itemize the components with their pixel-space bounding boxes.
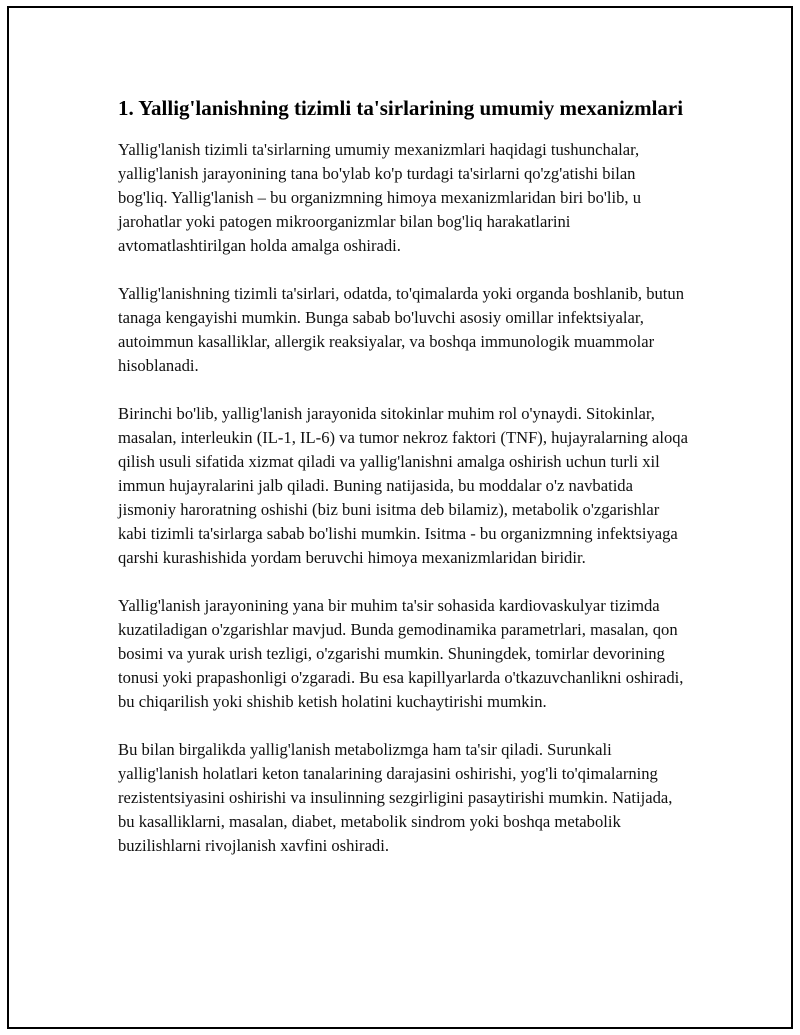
document-body <box>118 94 688 882</box>
paragraph-2: Yallig'lanishning tizimli ta'sirlari, odatda, to'qimalarda yoki organda boshlanib, butun tanaga kengayishi mumkin. Bunga sabab bo'luvchi asosiy omillar infektsiyalar, autoimmun kasalliklar, allergik reaksiyalar, va boshqa immunologik muammolar hisoblanadi. <box>118 284 685 375</box>
section-title: 1. Yallig'lanishning tizimli ta'sirlarining umumiy mexanizmlari <box>118 96 684 120</box>
paragraph-5: Bu bilan birgalikda yallig'lanish metabolizmga ham ta'sir qiladi. Surunkali yallig'lanish holatlari keton tanalarining darajasini oshirishi, yog'li to'qimalarning rezistentsiyasini oshirishi va insulinning sezgirligini pasaytirishi mumkin. Natijada, bu kasalliklarni, masalan, diabet, metabolik sindrom yoki boshqa metabolik buzilishlarni rivojlanish xavfini oshiradi. <box>118 740 673 855</box>
paragraph-1: Yallig'lanish tizimli ta'sirlarning umumiy mexanizmlari haqidagi tushunchalar, yallig'lanish jarayonining tana bo'ylab ko'p turdagi ta'sirlarni qo'zg'atishi bilan bog'liq. Yallig'lanish – bu organizmning himoya mexanizmlaridan biri bo'lib, u jarohatlar yoki patogen mikroorganizmlar bilan bog'liq harakatlarini avtomatlashtirilgan holda amalga oshiradi. <box>118 140 642 255</box>
paragraph-3: Birinchi bo'lib, yallig'lanish jarayonida sitokinlar muhim rol o'ynaydi. Sitokinlar, masalan, interleukin (IL-1, IL-6) va tumor nekroz faktori (TNF), hujayralarning aloqa qilish usuli sifatida xizmat qiladi va yallig'lanishni amalga oshirish uchun turli xil immun hujayralarini jalb qiladi. Buning natijasida, bu moddalar o'z navbatida jismoniy haroratning oshishi (biz buni isitma deb bilamiz), metabolik o'zgarishlar kabi tizimli ta'sirlarga sabab bo'lishi mumkin. Isitma - bu organizmning infektsiyaga qarshi kurashishida yordam beruvchi himoya mexanizmlaridan biridir. <box>118 404 688 567</box>
paragraph-4: Yallig'lanish jarayonining yana bir muhim ta'sir sohasida kardiovaskulyar tizimda kuzatiladigan o'zgarishlar mavjud. Bunda gemodinamika parametrlari, masalan, qon bosimi va yurak urish tezligi, o'zgarishi mumkin. Shuningdek, tomirlar devorining tonusi yoki prapashonligi o'zgaradi. Bu esa kapillyarlarda o'tkazuvchanlikni oshiradi, bu chiqarilish yoki shishib ketish holatini kuchaytirishi mumkin. <box>118 596 684 711</box>
